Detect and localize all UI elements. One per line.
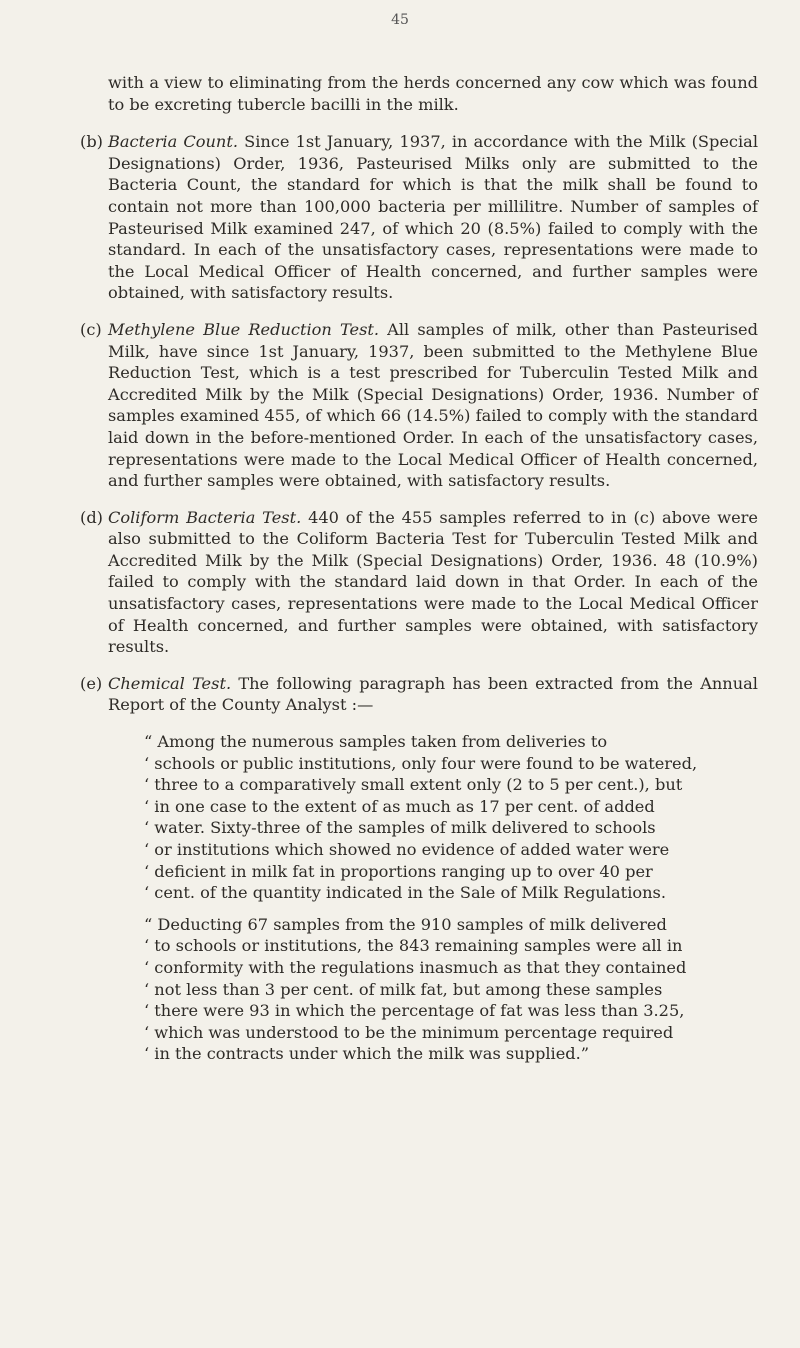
quote-paragraph-1 — [108, 731, 758, 904]
section-c — [80, 319, 758, 492]
section-text: All samples of milk, other than Pasteurised Milk, have since 1st January, 1937, been submitted to the Methylene Blue Reduction Test, which is a test prescribed for Tuberculin Tested Milk and Accredited Milk by the Milk (Special Designations) Order, 1936. Number of samples examined 455, of which 66 (14.5%) failed to comply with the standard laid down in the before-mentioned Order. In each of the unsatisfactory cases, representations were made to the Local Medical Officer of Health concerned, and further samples were obtained, with satisfactory results. — [108, 319, 758, 491]
quote-line: “ Deducting 67 samples from the 910 samples of milk delivered — [144, 914, 667, 934]
quote-line: ‘ to schools or institutions, the 843 remaining samples were all in — [144, 936, 683, 956]
section-label: (e) — [80, 673, 103, 693]
section-content — [108, 673, 758, 716]
section-title: Bacteria Count. — [108, 132, 239, 152]
page-number: 45 — [391, 12, 409, 28]
quote-line: “ Among the numerous samples taken from deliveries to — [144, 732, 608, 752]
quote-line: ‘ deficient in milk fat in proportions ranging up to over 40 per — [144, 861, 653, 881]
section-d — [80, 507, 758, 658]
quote-paragraph-2 — [108, 914, 758, 1065]
quote-line: ‘ water. Sixty-three of the samples of milk delivered to schools — [144, 818, 656, 838]
section-label: (b) — [80, 132, 103, 152]
section-text: The following paragraph has been extracted from the Annual Report of the County Analyst :— — [108, 673, 758, 715]
section-text: 440 of the 455 samples referred to in (c) above were also submitted to the Coliform Bacteria Test for Tuberculin Tested Milk and Accredited Milk by the Milk (Special Designations) Order, 1936. 48 (10.9%) failed to comply with the standard laid down in that Order. In each of the unsatisfactory cases, representations were made to the Local Medical Officer of Health concerned, and further samples were obtained, with satisfactory results. — [108, 507, 758, 657]
section-b — [80, 131, 758, 304]
section-text: Since 1st January, 1937, in accordance with the Milk (Special Designations) Order, 1936, Pasteurised Milks only are submitted to the Bacteria Count, the standard for which is that the milk shall be found to contain not more than 100,000 bacteria per millilitre. Number of samples of Pasteurised Milk examined 247, of which 20 (8.5%) failed to comply with the standard. In each of the unsatisfactory cases, representations were made to the Local Medical Officer of Health concerned, and further samples were obtained, with satisfactory results. — [108, 132, 758, 303]
section-title: Coliform Bacteria Test. — [108, 507, 302, 527]
quote-line: ‘ three to a comparatively small extent only (2 to 5 per cent.), but — [144, 775, 683, 795]
quote-line: ‘ or institutions which showed no evidence of added water were — [144, 840, 670, 859]
quote-line: ‘ not less than 3 per cent. of milk fat, but among these samples — [144, 979, 663, 999]
quote-line: ‘ in the contracts under which the milk was supplied.” — [144, 1044, 590, 1064]
section-content — [108, 319, 758, 492]
section-content — [108, 507, 758, 658]
quote-line: ‘ cent. of the quantity indicated in the Sale of Milk Regulations. — [144, 883, 666, 903]
section-title: Methylene Blue Reduction Test. — [108, 319, 380, 339]
section-label: (c) — [80, 319, 102, 339]
intro-paragraph: with a view to eliminating from the herds concerned any cow which was found to be excreting tubercle bacilli in the milk. — [108, 73, 758, 114]
section-title: Chemical Test. — [108, 673, 232, 693]
body-text — [80, 72, 758, 1075]
section-label: (d) — [80, 507, 103, 527]
quote-line: ‘ conformity with the regulations inasmuch as that they contained — [144, 957, 687, 977]
section-e — [80, 673, 758, 716]
quote-line: ‘ there were 93 in which the percentage of fat was less than 3.25, — [144, 1001, 685, 1021]
quote-line: ‘ schools or public institutions, only four were found to be watered, — [144, 753, 698, 773]
section-content — [108, 131, 758, 304]
quote-line: ‘ which was understood to be the minimum percentage required — [144, 1022, 674, 1042]
quote-line: ‘ in one case to the extent of as much as 17 per cent. of added — [144, 796, 655, 816]
